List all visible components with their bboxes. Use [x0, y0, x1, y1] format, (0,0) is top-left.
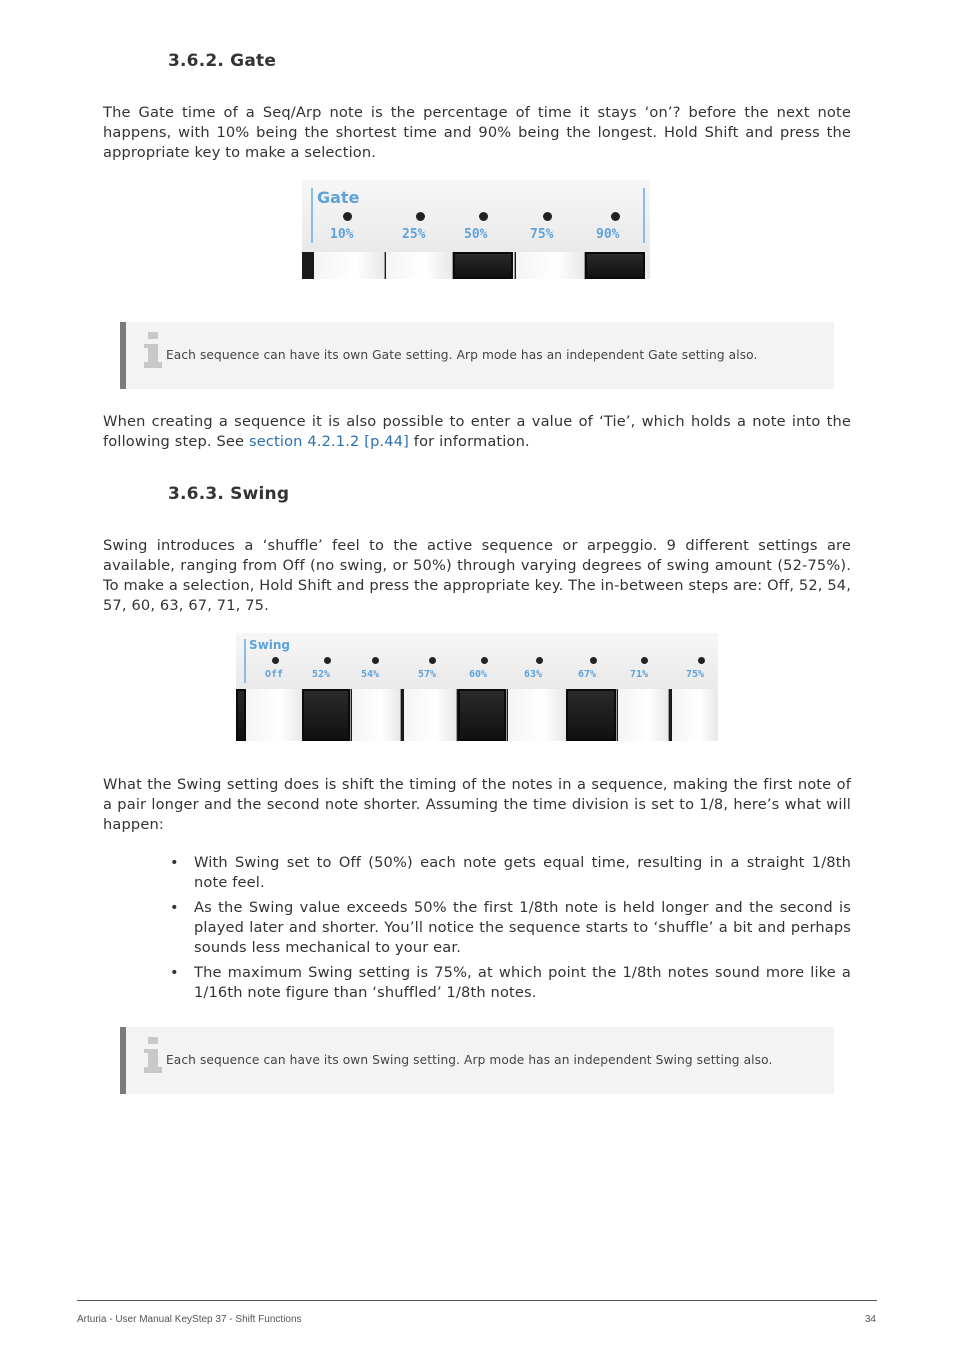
led-dot: [343, 212, 352, 221]
gate-paragraph: The Gate time of a Seq/Arp note is the percentage of time it stays ‘on’? before the next note happens, with 10% being the shortest time and 90% being the longest. Hold Shift and press the appropriate key to make a selection.: [103, 104, 851, 161]
swing-panel-title: Swing: [249, 638, 290, 652]
gate-keyboard-image: [302, 180, 650, 279]
bullet-dot: •: [170, 899, 179, 916]
gate-label-10: 10%: [330, 227, 354, 242]
led-dot: [324, 657, 331, 664]
led-dot: [590, 657, 597, 664]
gate-label-25: 25%: [402, 227, 426, 242]
tie-text-before: When creating a sequence it is also possible to enter a value of ‘Tie’, which holds a note into the following step. See: [103, 413, 851, 450]
led-dot: [611, 212, 620, 221]
led-dot: [429, 657, 436, 664]
footer-title: Arturia - User Manual KeyStep 37 - Shift Functions: [77, 1314, 302, 1325]
swing-label-54: 54%: [361, 669, 380, 680]
swing-label-67: 67%: [578, 669, 597, 680]
gate-note-text: Each sequence can have its own Gate setting. Arp mode has an independent Gate setting also.: [166, 348, 758, 362]
gate-label-90: 90%: [596, 227, 620, 242]
swing-label-57: 57%: [418, 669, 437, 680]
tie-paragraph: [103, 412, 851, 452]
list-item-text: As the Swing value exceeds 50% the first 1/8th note is held longer and the second is played later and shorter. You’ll notice the sequence starts to ‘shuffle’ a bit and perhaps sounds less mechanical to your ear.: [194, 899, 851, 956]
keyboard-keys: [236, 689, 718, 741]
swing-label-63: 63%: [524, 669, 543, 680]
swing-info-note: [120, 1027, 834, 1094]
swing-label-60: 60%: [469, 669, 488, 680]
page-number: 34: [864, 1314, 876, 1325]
swing-note-text: Each sequence can have its own Swing setting. Arp mode has an independent Swing setting also.: [166, 1053, 773, 1067]
info-icon: [144, 332, 162, 370]
led-dot: [536, 657, 543, 664]
gate-label-50: 50%: [464, 227, 488, 242]
list-item: [170, 963, 851, 1003]
swing-label-75: 75%: [686, 669, 705, 680]
swing-keyboard-image: [236, 633, 718, 741]
led-dot: [543, 212, 552, 221]
footer-divider: [77, 1300, 877, 1301]
swing-label-71: 71%: [630, 669, 649, 680]
info-icon: [144, 1037, 162, 1075]
swing-label-52: 52%: [312, 669, 331, 680]
list-item: [170, 853, 851, 893]
section-heading-swing: 3.6.3. Swing: [168, 484, 290, 504]
led-dot: [416, 212, 425, 221]
led-dot: [479, 212, 488, 221]
keyboard-keys: [302, 252, 650, 279]
gate-info-note: [120, 322, 834, 389]
led-dot: [641, 657, 648, 664]
bullet-dot: •: [170, 964, 179, 981]
swing-paragraph: Swing introduces a ‘shuffle’ feel to the active sequence or arpeggio. 9 different settings are available, ranging from Off (no swing, or 50%) through varying degrees of swing amount (52-75%). To make a selection, Hold Shift and press the appropriate key. The in-between steps are: Off, 52, 54, 57, 60, 63, 67, 71, 75.: [103, 537, 852, 614]
bullet-dot: •: [170, 854, 179, 871]
led-dot: [698, 657, 705, 664]
swing-label-off: Off: [265, 669, 284, 680]
swing-explain-paragraph: What the Swing setting does is shift the timing of the notes in a sequence, making the first note of a pair longer and the second note shorter. Assuming the time division is set to 1/8, here’s what will happen:: [103, 776, 851, 833]
list-item-text: With Swing set to Off (50%) each note gets equal time, resulting in a straight 1/8th note feel.: [194, 854, 851, 891]
gate-label-75: 75%: [530, 227, 554, 242]
led-dot: [272, 657, 279, 664]
led-dot: [372, 657, 379, 664]
section-heading-gate: 3.6.2. Gate: [168, 51, 277, 71]
tie-text-after: for information.: [409, 433, 530, 450]
swing-bullet-list: [170, 853, 851, 1008]
list-item: [170, 898, 851, 958]
section-link[interactable]: section 4.2.1.2 [p.44]: [248, 433, 410, 450]
list-item-text: The maximum Swing setting is 75%, at which point the 1/8th notes sound more like a 1/16th note figure than ‘shuffled’ 1/8th notes.: [194, 964, 851, 1001]
gate-panel-title: Gate: [317, 188, 360, 207]
led-dot: [481, 657, 488, 664]
